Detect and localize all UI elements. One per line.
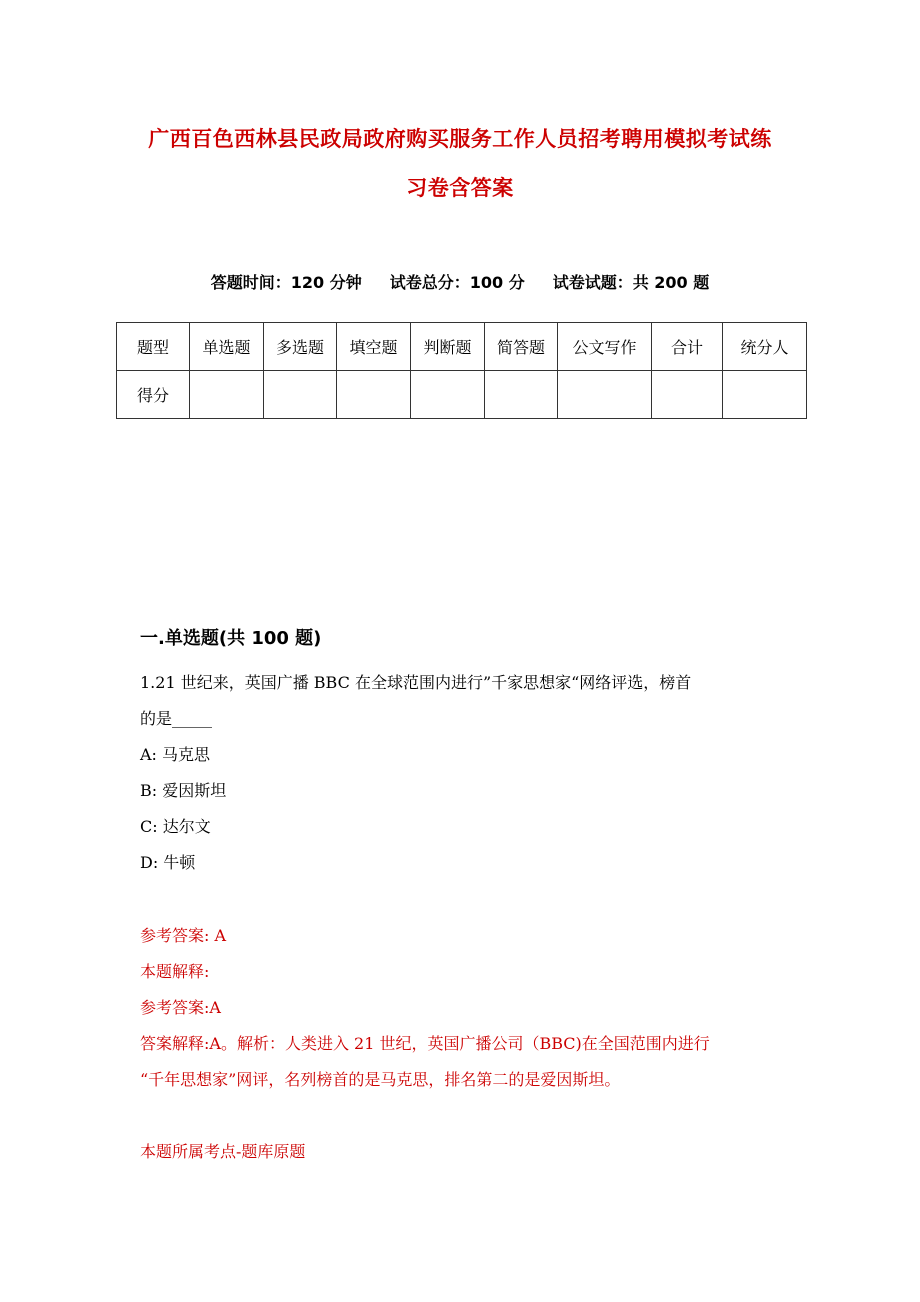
option-c: C: 达尔文: [140, 817, 211, 836]
exam-time: 答题时间：120 分钟: [210, 273, 362, 292]
option-b: B: 爱因斯坦: [140, 781, 227, 800]
score-table-header-row: [117, 323, 807, 371]
header-cell-scorer: 统分人: [723, 323, 807, 371]
question-stem-line-1: 1.21 世纪来，英国广播 BBC 在全球范围内进行”千家思想家“网络评选，榜首: [140, 673, 692, 692]
section-title: 一.单选题(共 100 题): [140, 628, 322, 649]
header-cell-multiple-choice: 多选题: [264, 323, 337, 371]
header-cell-type: 题型: [117, 323, 190, 371]
score-cell: [652, 371, 723, 419]
explanation-label: 本题解释:: [140, 962, 210, 981]
score-table: [116, 322, 807, 419]
score-cell: [190, 371, 264, 419]
option-d: D: 牛顿: [140, 853, 196, 872]
reference-answer: 参考答案: A: [140, 926, 227, 945]
header-cell-writing: 公文写作: [558, 323, 652, 371]
question-stem-line-2: 的是_____: [140, 709, 213, 728]
explanation-line-2: “千年思想家”网评，名列榜首的是马克思，排名第二的是爱因斯坦。: [140, 1070, 621, 1089]
exam-meta: [0, 270, 920, 293]
score-cell: [558, 371, 652, 419]
row-label-score: 得分: [117, 371, 190, 419]
score-cell: [337, 371, 411, 419]
header-cell-total: 合计: [652, 323, 723, 371]
reference-answer-2: 参考答案:A: [140, 998, 221, 1017]
document-title-line-2: 习卷含答案: [406, 176, 514, 200]
score-table-score-row: [117, 371, 807, 419]
header-cell-single-choice: 单选题: [190, 323, 264, 371]
header-cell-short-answer: 简答题: [485, 323, 558, 371]
explanation-line-1: 答案解释:A。解析：人类进入 21 世纪，英国广播公司（BBC)在全国范围内进行: [140, 1034, 710, 1053]
exam-total-score: 试卷总分：100 分: [389, 273, 525, 292]
option-a: A: 马克思: [140, 745, 211, 764]
exam-question-count: 试卷试题：共 200 题: [552, 273, 710, 292]
header-cell-fill-blank: 填空题: [337, 323, 411, 371]
topic-source: 本题所属考点-题库原题: [140, 1142, 306, 1161]
score-cell: [723, 371, 807, 419]
score-cell: [264, 371, 337, 419]
score-cell: [411, 371, 485, 419]
header-cell-true-false: 判断题: [411, 323, 485, 371]
document-title-line-1: 广西百色西林县民政局政府购买服务工作人员招考聘用模拟考试练: [148, 127, 772, 151]
score-cell: [485, 371, 558, 419]
